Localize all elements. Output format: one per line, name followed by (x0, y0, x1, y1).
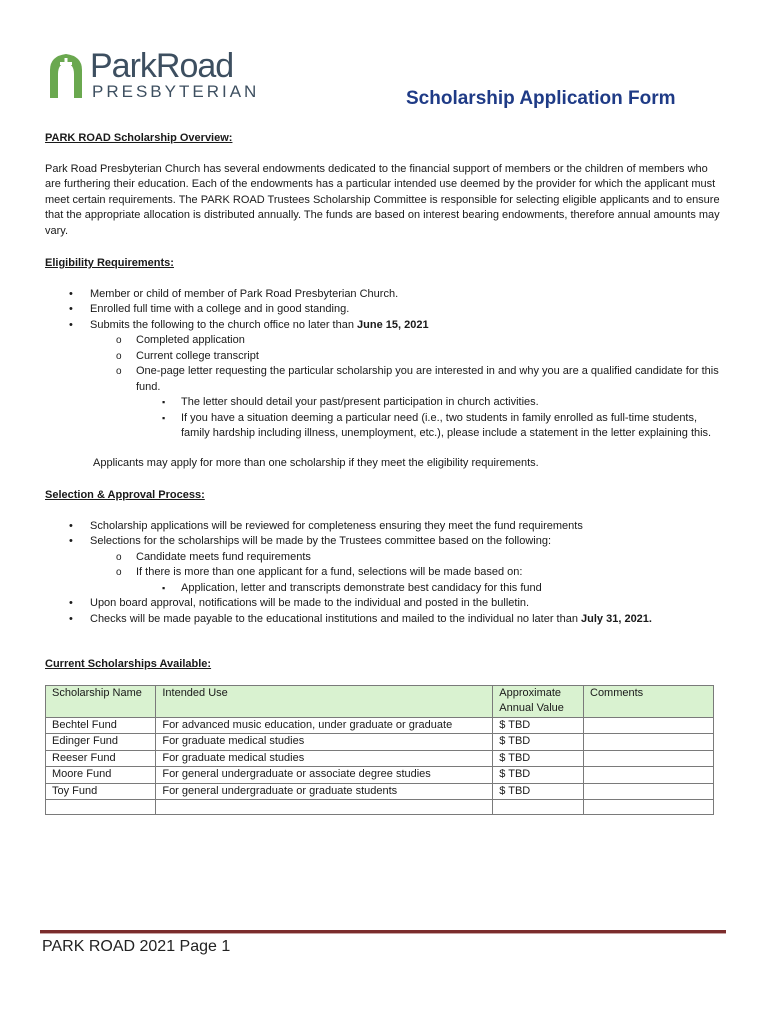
selection-item-4: Checks will be made payable to the educational institutions and mailed to the individual no later than (90, 612, 582, 625)
church-logo (46, 47, 266, 102)
fund-comments[interactable] (584, 767, 714, 784)
application-deadline: June 15, 2021 (357, 318, 429, 331)
logo-subtitle: PRESBYTERIAN (92, 82, 260, 101)
overview-text: Park Road Presbyterian Church has several endowments dedicated to the financial support of members or the children of members who are furthering their education. Each of the endowments has a particular intended use deemed by the provider for which the applicant must meet certain requirements. The PARK ROAD Trustees Scholarship Committee is responsible for selecting eligible applicants and to ensure that the appropriate allocation is distributed annually. The funds are based on interest bearing endowments, therefore annual amounts may vary. (45, 162, 720, 237)
col-header-use: Intended Use (156, 685, 493, 717)
selection-item-1: Scholarship applications will be reviewed for completeness ensuring they meet the fund requirements (90, 519, 583, 532)
required-documents-list (90, 333, 725, 442)
table-row (46, 750, 714, 767)
list-item (90, 565, 725, 596)
fund-name: Bechtel Fund (46, 717, 156, 734)
selection-item-3: Upon board approval, notifications will be made to the individual and posted in the bulletin. (90, 597, 530, 609)
selection-list (45, 519, 725, 628)
table-row (46, 717, 714, 734)
form-title: Scholarship Application Form (406, 88, 676, 109)
list-item (90, 364, 725, 442)
fund-name: Toy Fund (46, 783, 156, 800)
fund-name: Reeser Fund (46, 750, 156, 767)
fund-comments[interactable] (584, 783, 714, 800)
fund-value: $ TBD (493, 767, 584, 784)
selection-item-2: Selections for the scholarships will be made by the Trustees committee based on the following: (90, 535, 552, 547)
fund-comments[interactable] (584, 717, 714, 734)
col-header-value: Approximate Annual Value (493, 685, 584, 717)
overview-heading: PARK ROAD Scholarship Overview: (45, 132, 233, 144)
fund-comments[interactable] (584, 734, 714, 751)
fund-value: $ TBD (493, 750, 584, 767)
table-row (46, 783, 714, 800)
tiebreak-1: Application, letter and transcripts demonstrate best candidacy for this fund (181, 581, 542, 594)
table-header-row (46, 685, 714, 717)
letter-detail-1: The letter should detail your past/present participation in church activities. (181, 396, 539, 408)
tiebreak-list (136, 581, 725, 597)
eligibility-heading: Eligibility Requirements: (45, 257, 174, 269)
table-row-empty (46, 800, 714, 815)
list-item (45, 612, 725, 628)
fund-name: Edinger Fund (46, 734, 156, 751)
fund-name: Moore Fund (46, 767, 156, 784)
eligibility-item-1: Member or child of member of Park Road Presbyterian Church. (90, 287, 399, 300)
doc-letter: One-page letter requesting the particular scholarship you are interested in and why you are a qualified candidate for this fund. (136, 365, 719, 393)
fund-comments[interactable] (584, 750, 714, 767)
page-footer: PARK ROAD 2021 Page 1 (42, 938, 231, 955)
empty-cell[interactable] (156, 800, 493, 815)
fund-value: $ TBD (493, 783, 584, 800)
col-header-comments: Comments (584, 685, 714, 717)
empty-cell[interactable] (46, 800, 156, 815)
list-item (90, 550, 725, 566)
empty-cell[interactable] (493, 800, 584, 815)
eligibility-list (45, 287, 725, 442)
footer-divider (40, 930, 726, 934)
empty-cell[interactable] (584, 800, 714, 815)
church-cross-icon (46, 52, 86, 100)
criteria-2: If there is more than one applicant for a fund, selections will be made based on: (136, 566, 523, 578)
fund-use: For general undergraduate or associate degree studies (156, 767, 493, 784)
doc-transcript: Current college transcript (136, 349, 259, 362)
table-row (46, 734, 714, 751)
list-item (136, 411, 725, 442)
scholarships-heading: Current Scholarships Available: (45, 658, 212, 670)
eligibility-item-3: Submits the following to the church office no later than (90, 318, 358, 331)
list-item (90, 349, 725, 365)
selection-heading: Selection & Approval Process: (45, 489, 205, 501)
list-item (45, 596, 725, 612)
list-item (136, 395, 725, 411)
letter-details-list (136, 395, 725, 442)
list-item (45, 287, 725, 303)
form-body (45, 131, 725, 815)
doc-application: Completed application (136, 334, 245, 346)
payment-deadline: July 31, 2021. (581, 612, 652, 625)
fund-use: For graduate medical studies (156, 734, 493, 751)
fund-value: $ TBD (493, 734, 584, 751)
criteria-1: Candidate meets fund requirements (136, 550, 311, 563)
fund-use: For graduate medical studies (156, 750, 493, 767)
list-item (45, 519, 725, 535)
list-item (90, 333, 725, 349)
table-row (46, 767, 714, 784)
list-item (45, 302, 725, 318)
logo-name: ParkRoad (90, 47, 234, 85)
fund-use: For general undergraduate or graduate students (156, 783, 493, 800)
eligibility-note: Applicants may apply for more than one scholarship if they meet the eligibility requirements. (93, 456, 539, 469)
list-item (45, 534, 725, 596)
eligibility-item-2: Enrolled full time with a college and in good standing. (90, 303, 350, 315)
list-item (136, 581, 725, 597)
fund-value: $ TBD (493, 717, 584, 734)
col-header-name: Scholarship Name (46, 685, 156, 717)
selection-criteria-list (90, 550, 725, 597)
list-item (45, 318, 725, 442)
fund-use: For advanced music education, under graduate or graduate (156, 717, 493, 734)
scholarships-table (45, 685, 714, 816)
letter-detail-2: If you have a situation deeming a particular need (i.e., two students in family enrolled as full-time students, family hardship including illness, unemployment, etc.), please include a statement in the letter explaining this. (181, 411, 712, 439)
